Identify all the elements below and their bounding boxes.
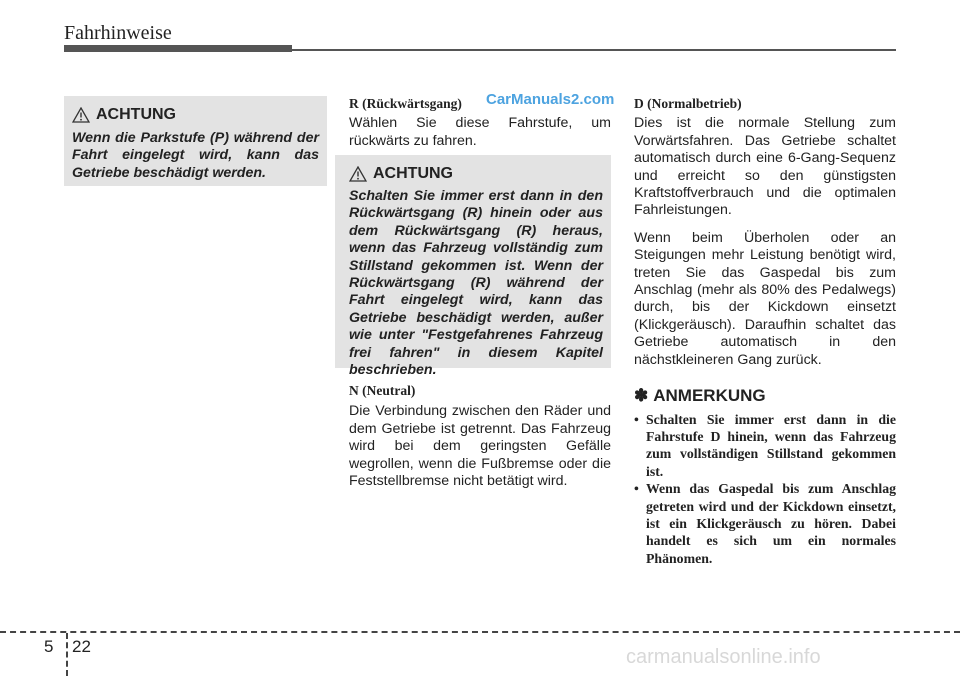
warning-heading-label: ACHTUNG xyxy=(373,165,453,182)
list-item xyxy=(634,480,896,567)
reverse-text: Wählen Sie diese Fahrstufe, um rückwärts zu fahren. xyxy=(349,115,611,149)
header-bar xyxy=(64,45,292,52)
note-item-text: Wenn das Gaspedal bis zum Anschlag getreten wird und der Kickdown einsetzt, ist ein Klickgeräusch zu hören. Dabei handelt es sich um ein normales Phänomen. xyxy=(646,481,896,566)
warning-text: Wenn die Parkstufe (P) während der Fahrt eingelegt wird, kann das Getriebe beschädigt werden. xyxy=(72,130,319,181)
drive-text-2: Wenn beim Überholen oder an Steigungen mehr Leistung benötigt wird, treten Sie das Gaspedal bis zum Anschlag (mehr als 80% des Pedalwegs) durch, bis der Kickdown einsetzt (Klickgeräusch). Daraufhin schaltet das Getriebe automatisch in den nächstkleineren Gang zurück. xyxy=(634,229,896,368)
note-list xyxy=(634,411,896,568)
warning-triangle-icon xyxy=(349,166,367,182)
warning-triangle-icon xyxy=(72,107,90,123)
reverse-heading: R (Rückwärtsgang) xyxy=(349,96,462,111)
note-heading-label: ANMERKUNG xyxy=(653,386,766,406)
bullet-icon: • xyxy=(634,481,639,497)
drive-section xyxy=(634,95,896,567)
header-rule xyxy=(292,49,896,51)
warning-box-park xyxy=(64,96,327,186)
warning-text: Schalten Sie immer erst dann in den Rückwärtsgang (R) hinein oder aus dem Rückwärtsgang (R) heraus, wenn das Fahrzeug vollständig zum Stillstand gekommen ist. Wenn der Rückwärtsgang (R) während der Fahrt eingelegt wird, kann das Getriebe beschädigt werden, außer wie unter "Festgefahrenes Fahrzeug frei fahren" in diesem Kapitel beschrieben. xyxy=(349,188,603,379)
warning-heading-label: ACHTUNG xyxy=(96,106,176,123)
watermark-link[interactable]: CarManuals2.com xyxy=(486,91,615,108)
neutral-section xyxy=(349,382,611,490)
reverse-section xyxy=(349,95,611,150)
neutral-text: Die Verbindung zwischen den Räder und dem Getriebe ist getrennt. Das Fahrzeug wird bei dem geringsten Gefälle wegrollen, wenn die Fußbremse oder die Feststellbremse nicht betätigt wird. xyxy=(349,403,611,490)
section-title: Fahrhinweise xyxy=(64,22,172,44)
page-number: 22 xyxy=(72,637,91,656)
drive-heading: D (Normalbetrieb) xyxy=(634,96,742,111)
bullet-icon: • xyxy=(634,411,639,427)
footer-divider xyxy=(0,631,960,633)
note-heading xyxy=(634,387,896,404)
warning-box-reverse xyxy=(335,155,611,379)
watermark-footer[interactable]: carmanualsonline.info xyxy=(626,646,821,668)
asterisk-icon: ✽ xyxy=(634,386,649,406)
section-number: 5 xyxy=(44,637,54,656)
list-item xyxy=(634,411,896,481)
footer-separator xyxy=(66,633,68,676)
note-item-text: Schalten Sie immer erst dann in die Fahrstufe D hinein, wenn das Fahrzeug zum vollständigen Stillstand gekommen ist. xyxy=(646,411,896,479)
note-section xyxy=(634,387,896,567)
warning-heading xyxy=(349,165,603,183)
warning-heading xyxy=(72,106,319,124)
neutral-heading: N (Neutral) xyxy=(349,383,416,398)
drive-text-1: Dies ist die normale Stellung zum Vorwärtsfahren. Das Getriebe schaltet automatisch durch eine 6-Gang-Sequenz und erreicht so den günstigsten Kraftstoffverbrauch und die optimalen Fahrleistungen. xyxy=(634,115,896,219)
